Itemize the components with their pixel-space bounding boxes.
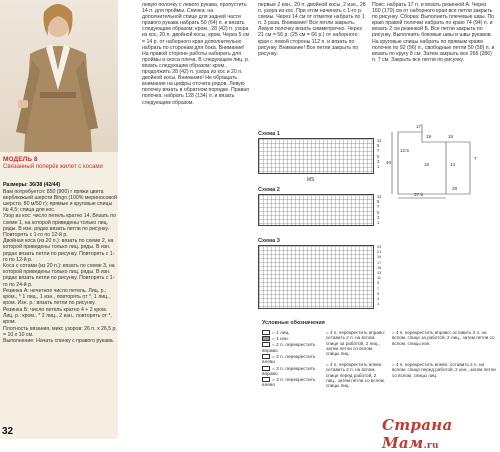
vest-schematic: [386, 120, 496, 200]
model-illustration: [0, 0, 118, 152]
scheme1-label: Схема 1: [258, 131, 280, 137]
legend-note-3: = 4 п. перекрестить вправо: оставить 2 п. на вспом. спице за работой, 2 лиц., затем петли со вспом. спицы изн.: [392, 330, 495, 346]
dim-label-9: 37.5: [414, 192, 423, 197]
site-watermark: Страна Мам.ru: [382, 416, 453, 452]
page-number: 32: [2, 426, 14, 437]
rib-b-text: Резинка Б: число петель кратно 4 + 2 кром. Лиц. р.: кром., * 2 лиц., 2 изн., повторять от *, кром.: [3, 306, 112, 326]
dim-label-10: 28: [452, 186, 458, 191]
dim-label-3: 19: [426, 134, 432, 139]
density-text: Плотность вязания, микс узоров: 26 п. х 26,5 р. = 10 х 10 см.: [3, 325, 117, 338]
scheme1-grid: [258, 138, 374, 174]
model-title: МОДЕЛЬ 8: [3, 156, 38, 163]
right-text: первые 2 изн., 20 п. двойной косы, 2 изн., 28 п. узора из кос. При этом начинать с 1-го р. схемы. Через 14 см от отметки набрать по 1 п. 3 раза. Внимание! Все петли закрыть. Левую полочку вязать симметрично. Через 21 см = 56 р. (25 см = 66 р.) от наборного края с левой стороны 112 п. и вязать по рисунку. Внимание! Все петли закрыть по рисунку.: [258, 2, 366, 57]
pattern3-text: Коса с сотами (из 20 п.): вязать по схеме 3, на которой приведены только лиц. ряды. В изн. рядах вязать петли по рисунку. Повторять с 1-го по 24-й р.: [3, 263, 115, 288]
scheme2-label: Схема 2: [258, 187, 280, 193]
legend-list: = 1 лиц. = 1 изн. = 2 п. перекрестить вправо = 2 п. перекрестить влево = 3 п. перекрестить вправо = 3 п. перекрестить влево: [262, 330, 316, 389]
cross-left-3-icon: [262, 377, 270, 382]
legend-note-2: = 4 п. перекрестить влево: оставить 2 п. на вспом. спице перед работой, 2 лиц., затем петли со вспом. спицы лиц.: [326, 362, 386, 389]
cross-right-2-icon: [262, 342, 270, 347]
middle-text: левую полочку с левого рукава, пропустить 14 п. для проймы. Спинка: на дополнительной спице для задней части правого рукава набрать 50 (64) п. и вязать следующим образом: кром., 28 (42) п. узора из кос, 20 п. двойной косы, кром. Через 5 см = 14 р. от наборного края дополнительно набрать по сторонам для бока. Внимание! На правой стороне работы набирать для проймы и скоса плеча. В следующем лиц. р. вязать следующим образом: кром., продолжить 28 (42) п. узора из кос и 20 п. двойной косы. Внимание! Не обращать внимания на цифры отсчета рядов. Левую полочку вязать в обратном порядке. Правая полочка: набрать 128 (134) п. и вязать следующим образом.: [142, 2, 250, 106]
scheme2-row-numbers: 11 9 7 5 3 1: [377, 194, 382, 226]
dim-label-2: 40: [386, 160, 392, 165]
scheme2-grid: [258, 194, 374, 226]
model-photo: [0, 0, 118, 152]
right-column: [258, 2, 368, 132]
pattern1-text: Узор из кос: число петель кратно 14. Вязать по схеме 1, на которой приведены только лиц. ряды. В изн. рядах вязать петли по рисунку. Повторять с 1-го по 12-й р.: [3, 213, 116, 238]
dim-label-4: 15: [448, 134, 454, 139]
knit-symbol-icon: [262, 330, 270, 335]
model-subtitle: Связанный поперёк жилет с косами: [3, 164, 103, 170]
scheme1-row-numbers: 11 9 7 5 3 1: [377, 138, 382, 170]
materials-text: Вам потребуется: 850 (900) г пряжи цвета верблюжьей шерсти Bingo (100% мериносовой шерсти, 80 м/50 г); прямые и круговые спицы № 4,5; спица для кос.: [3, 188, 117, 213]
rib-a-text: Резинка А: нечетное число петель. Лиц. р.: кром., * 1 лиц., 1 изн., повторять от *, 1 лиц., кром. Изн. р.: вязать петли по рисунку.: [3, 288, 111, 307]
legend-note-1: = 4 п. перекрестить вправо: оставить 2 п. на вспом. спице за работой, 2 лиц., затем петли со вспом. спицы лиц.: [326, 330, 386, 357]
scheme3-label: Схема 3: [258, 238, 280, 244]
dim-label-8: 7: [474, 156, 477, 161]
scheme3-grid: [258, 245, 374, 309]
legend-title: Условные обозначения: [262, 320, 325, 326]
size-text: Размеры: 36/38 (42/44): [3, 182, 61, 188]
cross-left-2-icon: [262, 354, 270, 359]
far-right-text: Пояс: набрать 17 п. и вязать резинкой А. Через 160 (170) см от наборного края все петли закрыть по рисунку. Сборка: Выполнить плечевые швы. По краю правой полочки набрать по краю 74 (94) п. и вязать 2 см резинкой Б. Все петли закрыть по рисунку. Выполнить боковые швы и швы рукавов. На круговые спицы набрать по прямым краям полочек по 92 (96) п., свободные петли 50 (58) п. и вязать по кругу 8 см. Затем закрыть все 266 (286) п. 7 см. Закрыть все петли по рисунку.: [372, 2, 495, 63]
legend-note-4: = 4 п. перекрестить влево: оставить 2 п. на вспом. спице перед работой, 2 изн., затем петли со вспом. спицы лиц.: [392, 362, 496, 378]
dim-label-5: 12.5: [400, 148, 409, 153]
instructions-text: Выполнение: Начать спинку с правого рукава.: [3, 338, 115, 345]
pattern2-text: Двойная коса (из 20 п.): вязать по схеме 2, на которой приведены только лиц. ряды. В изн. рядах вязать петли по рисунку. Повторять с 1-го по 12-й р.: [3, 238, 115, 263]
purl-symbol-icon: [262, 336, 270, 341]
dim-label-1: 17: [416, 124, 422, 129]
dim-label-6: 14: [450, 162, 456, 167]
middle-column: [142, 2, 252, 434]
far-right-column: [372, 2, 496, 122]
scheme3-row-numbers: 23 21 19 17 15 13 11 9 7 5 3 1: [377, 245, 382, 307]
left-column: [3, 182, 117, 422]
cross-right-3-icon: [262, 366, 270, 371]
dim-label-7: 18: [424, 162, 430, 167]
ms-label: MS: [307, 177, 315, 183]
